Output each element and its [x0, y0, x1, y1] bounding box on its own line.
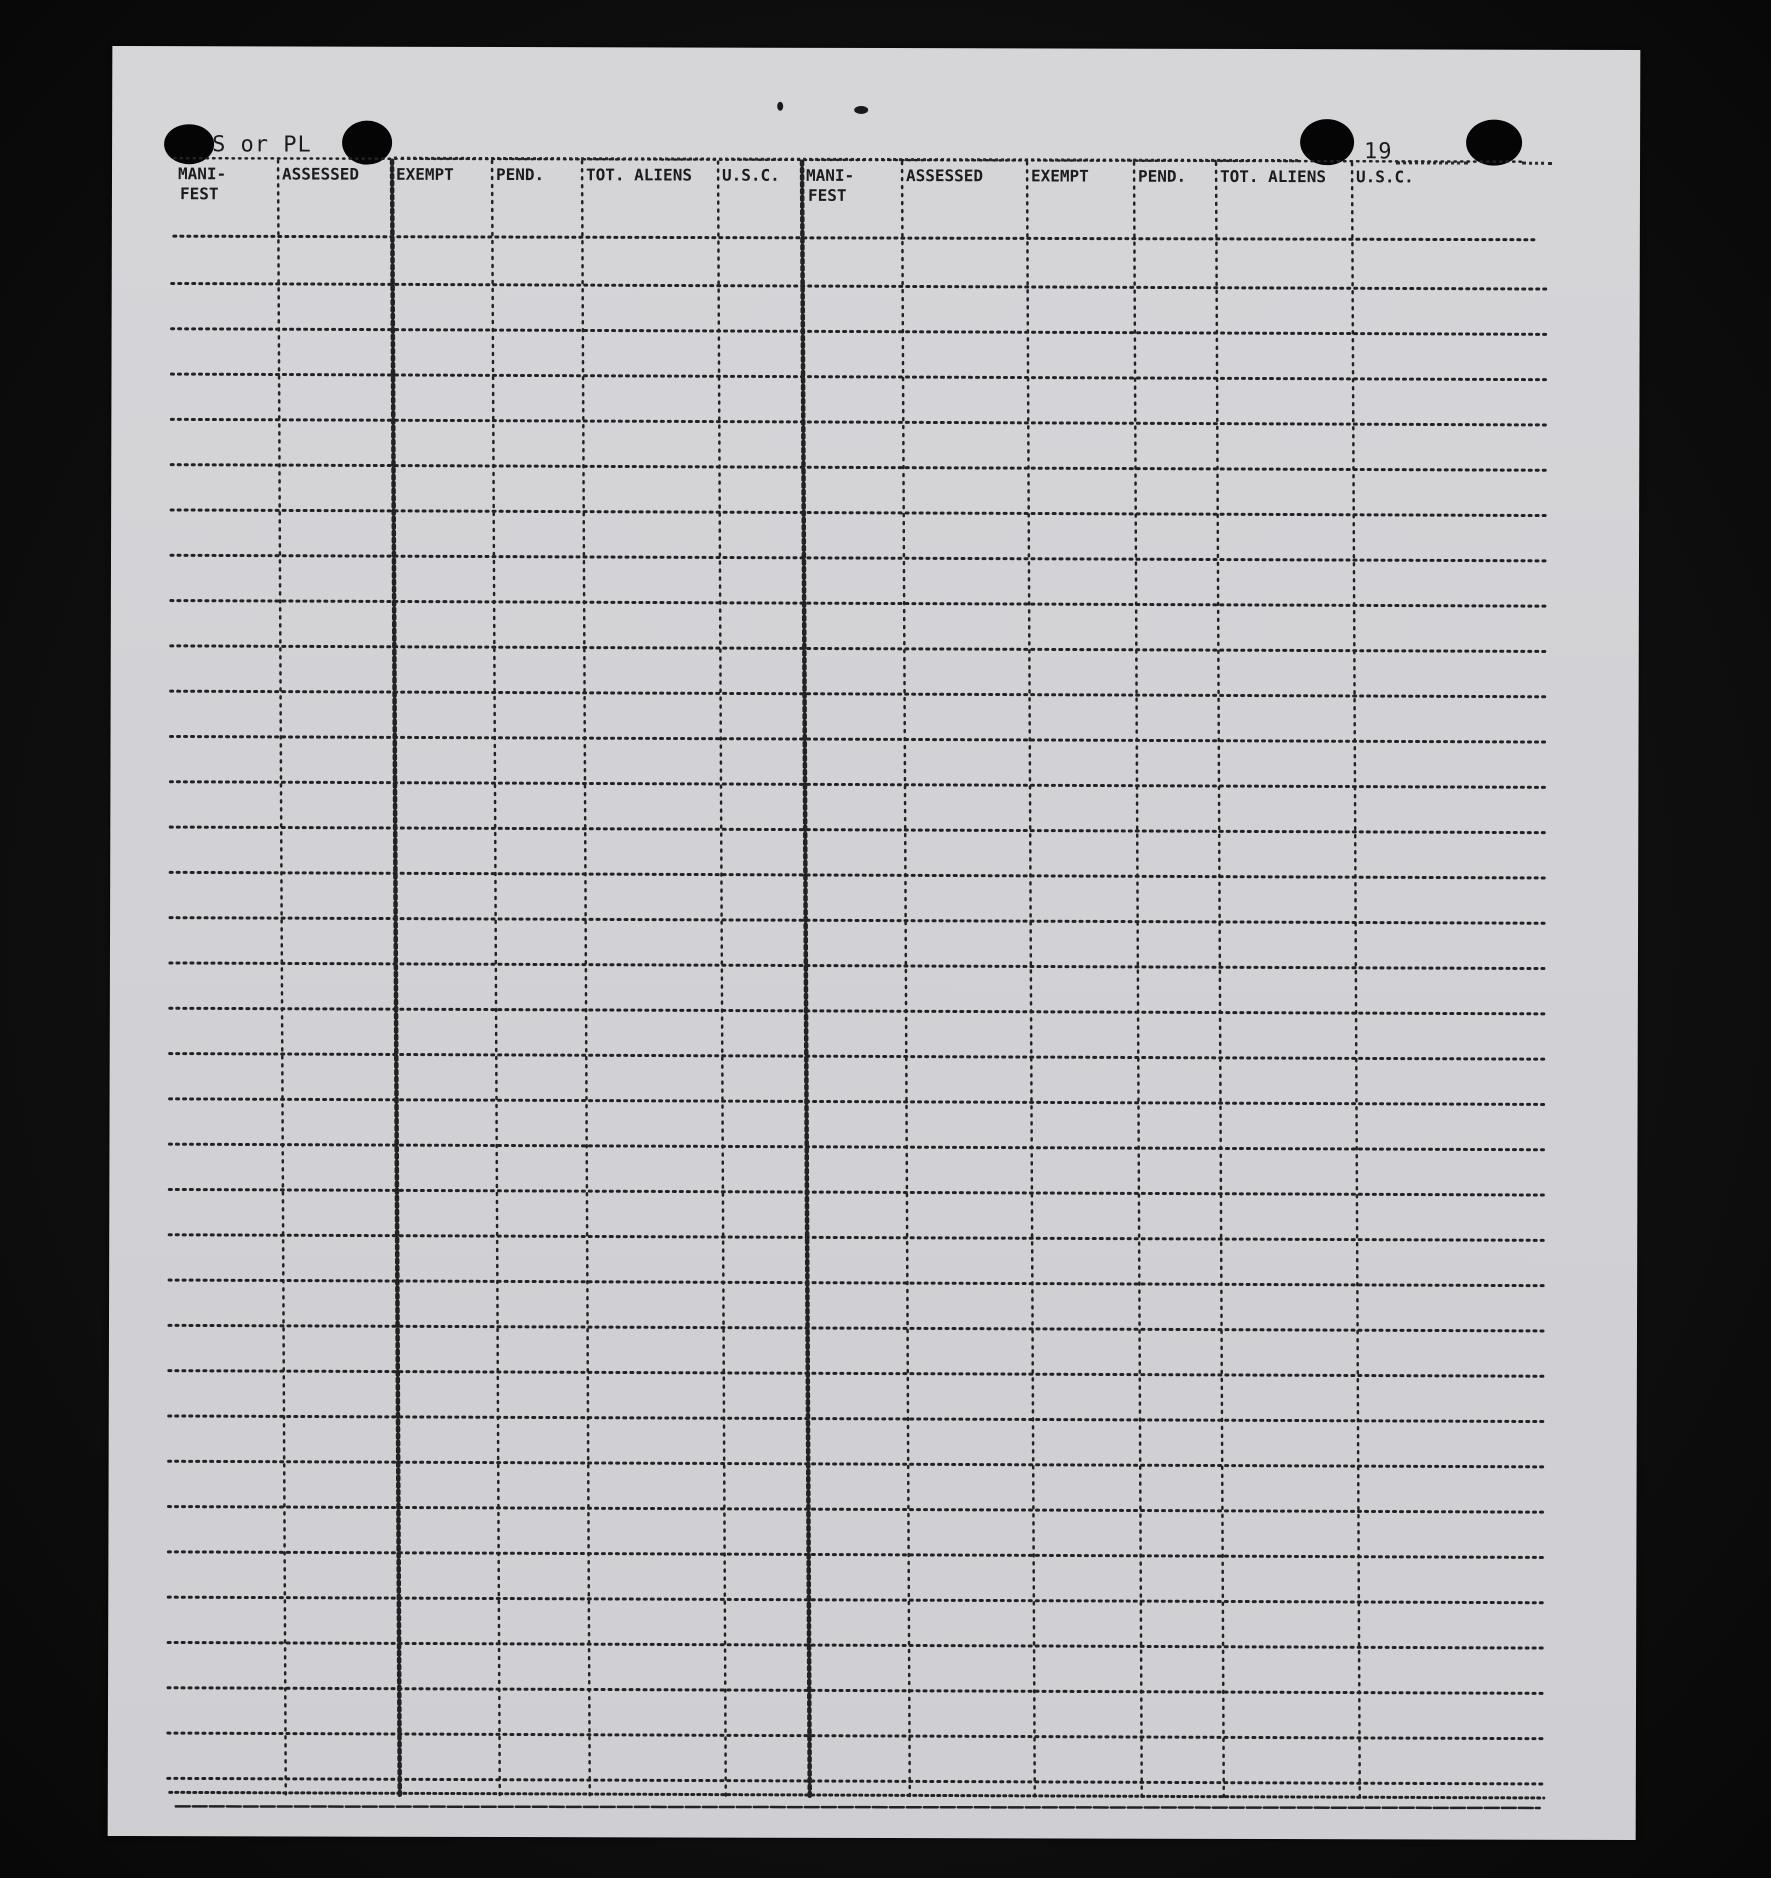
row-rule	[170, 1008, 1544, 1014]
row-rule	[170, 782, 1544, 788]
column-header-line: MANI-	[805, 165, 855, 185]
heavy-column-divider	[388, 161, 404, 1795]
row-rule	[171, 374, 1545, 380]
row-rule	[170, 963, 1544, 969]
row-rule	[169, 1189, 1543, 1195]
row-rule	[168, 1688, 1542, 1694]
row-rule	[168, 1597, 1542, 1603]
column-header-line: MANI-	[177, 164, 227, 184]
row-rule	[168, 1778, 1542, 1784]
row-rule	[171, 646, 1545, 652]
row-rule	[168, 1552, 1542, 1558]
row-rule	[169, 1461, 1543, 1467]
ruled-grid	[108, 46, 1641, 1840]
row-rule	[172, 329, 1546, 335]
column-divider	[714, 162, 730, 1796]
row-rule	[172, 283, 1546, 289]
row-rule	[169, 1507, 1543, 1513]
row-rule	[170, 1054, 1544, 1060]
row-rule	[171, 465, 1545, 471]
closing-rule-solid	[176, 1804, 1540, 1810]
column-divider	[578, 161, 594, 1795]
prefix-label: S or PL	[212, 132, 312, 158]
column-header-pend-1: PEND.	[495, 165, 545, 185]
column-header-tot-aliens-1: TOT. ALIENS	[585, 165, 693, 185]
column-header-line: FEST	[179, 184, 219, 204]
row-rule	[170, 1099, 1544, 1105]
row-rule	[171, 691, 1545, 697]
header-bottom-rule	[174, 236, 1536, 240]
column-header-exempt-2: EXEMPT	[1030, 166, 1089, 186]
row-rule	[169, 1235, 1543, 1241]
column-header-usc-1: U.S.C.	[721, 165, 780, 185]
column-header-exempt-1: EXEMPT	[395, 164, 454, 184]
row-rule	[170, 918, 1544, 924]
row-rule	[169, 1280, 1543, 1286]
form-sheet	[108, 46, 1641, 1840]
closing-rule	[170, 1792, 1544, 1798]
row-rule	[171, 601, 1545, 607]
column-header-usc-2: U.S.C.	[1355, 167, 1414, 187]
row-rule	[171, 555, 1545, 561]
column-divider	[898, 162, 914, 1796]
column-header-assessed-1: ASSESSED	[281, 164, 360, 184]
row-rule	[168, 1642, 1542, 1648]
column-header-assessed-2: ASSESSED	[905, 166, 984, 186]
row-rule	[168, 1733, 1542, 1739]
row-rule	[169, 1325, 1543, 1331]
row-rule	[171, 419, 1545, 425]
column-divider	[1130, 163, 1146, 1797]
column-divider	[1023, 162, 1039, 1796]
row-rule	[169, 1371, 1543, 1377]
column-divider	[1212, 163, 1228, 1797]
column-header-line: FEST	[807, 185, 847, 205]
row-rule	[171, 736, 1545, 742]
row-rule	[169, 1416, 1543, 1422]
year-label: 19	[1364, 139, 1393, 165]
column-header-pend-2: PEND.	[1137, 166, 1187, 186]
column-divider	[1348, 163, 1364, 1797]
header-top-rule	[174, 158, 1524, 162]
row-rule	[171, 510, 1545, 516]
column-divider	[488, 161, 504, 1795]
heavy-column-divider	[798, 162, 814, 1796]
row-rule	[170, 827, 1544, 833]
column-divider	[274, 160, 290, 1794]
row-rule	[169, 1144, 1543, 1150]
row-rule	[170, 872, 1544, 878]
column-header-tot-aliens-2: TOT. ALIENS	[1219, 166, 1327, 187]
